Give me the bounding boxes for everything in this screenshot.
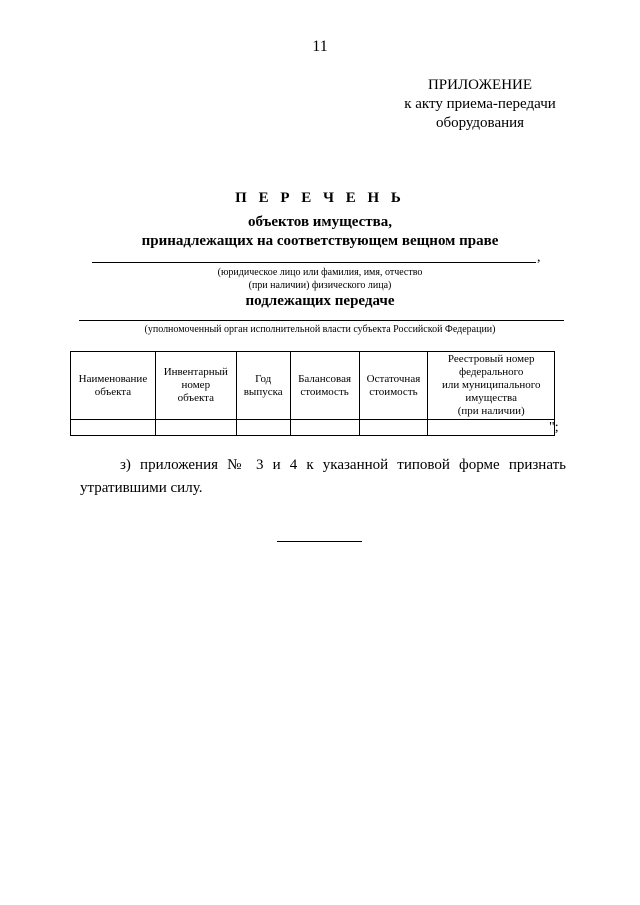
assets-table xyxy=(70,351,555,436)
table-cell xyxy=(236,420,290,436)
appendix-heading xyxy=(380,76,580,133)
transfer-label: подлежащих передаче xyxy=(245,293,395,309)
header-residual-value: Остаточная стоимость xyxy=(359,352,428,420)
table-cell xyxy=(71,420,156,436)
separator-line xyxy=(277,541,362,542)
authority-fill-line xyxy=(79,320,564,321)
paragraph-line-1: з) приложения № 3 и 4 к указанной типовой форме признать xyxy=(120,457,566,473)
document-title: П Е Р Е Ч Е Н Ь xyxy=(235,190,405,206)
table-cell xyxy=(290,420,359,436)
table-cell xyxy=(428,420,555,436)
authority-hint: (уполномоченный орган исполнительной власти субъекта Российской Федерации) xyxy=(144,324,496,335)
subtitle-line-1: объектов имущества, xyxy=(247,214,393,230)
header-object-name: Наименование объекта xyxy=(71,352,156,420)
header-year: Год выпуска xyxy=(236,352,290,420)
owner-line-comma: , xyxy=(537,250,541,265)
page-number: 11 xyxy=(312,38,328,55)
subtitle-line-2: принадлежащих на соответствующем вещном праве xyxy=(141,233,499,249)
owner-hint xyxy=(0,266,640,292)
table-row xyxy=(71,420,555,436)
owner-fill-line xyxy=(92,262,536,263)
amendment-paragraph xyxy=(80,454,566,500)
appendix-line-2: к акту приема-передачи xyxy=(404,96,556,112)
table-cell xyxy=(155,420,236,436)
owner-hint-line-2: (при наличии) физического лица) xyxy=(248,280,392,291)
document-subtitle xyxy=(0,213,640,251)
appendix-line-3: оборудования xyxy=(435,115,525,131)
paragraph-line-2: утратившими силу. xyxy=(80,480,203,496)
header-book-value: Балансовая стоимость xyxy=(290,352,359,420)
header-registry-number: Реестровый номер федерального или муниципального имущества (при наличии) xyxy=(428,352,555,420)
table-header-row xyxy=(71,352,555,420)
header-inventory-number: Инвентарный номер объекта xyxy=(155,352,236,420)
table-closing-mark: "; xyxy=(549,420,559,435)
appendix-line-1: ПРИЛОЖЕНИЕ xyxy=(427,77,533,93)
table-cell xyxy=(359,420,428,436)
owner-hint-line-1: (юридическое лицо или фамилия, имя, отчество xyxy=(217,267,423,278)
